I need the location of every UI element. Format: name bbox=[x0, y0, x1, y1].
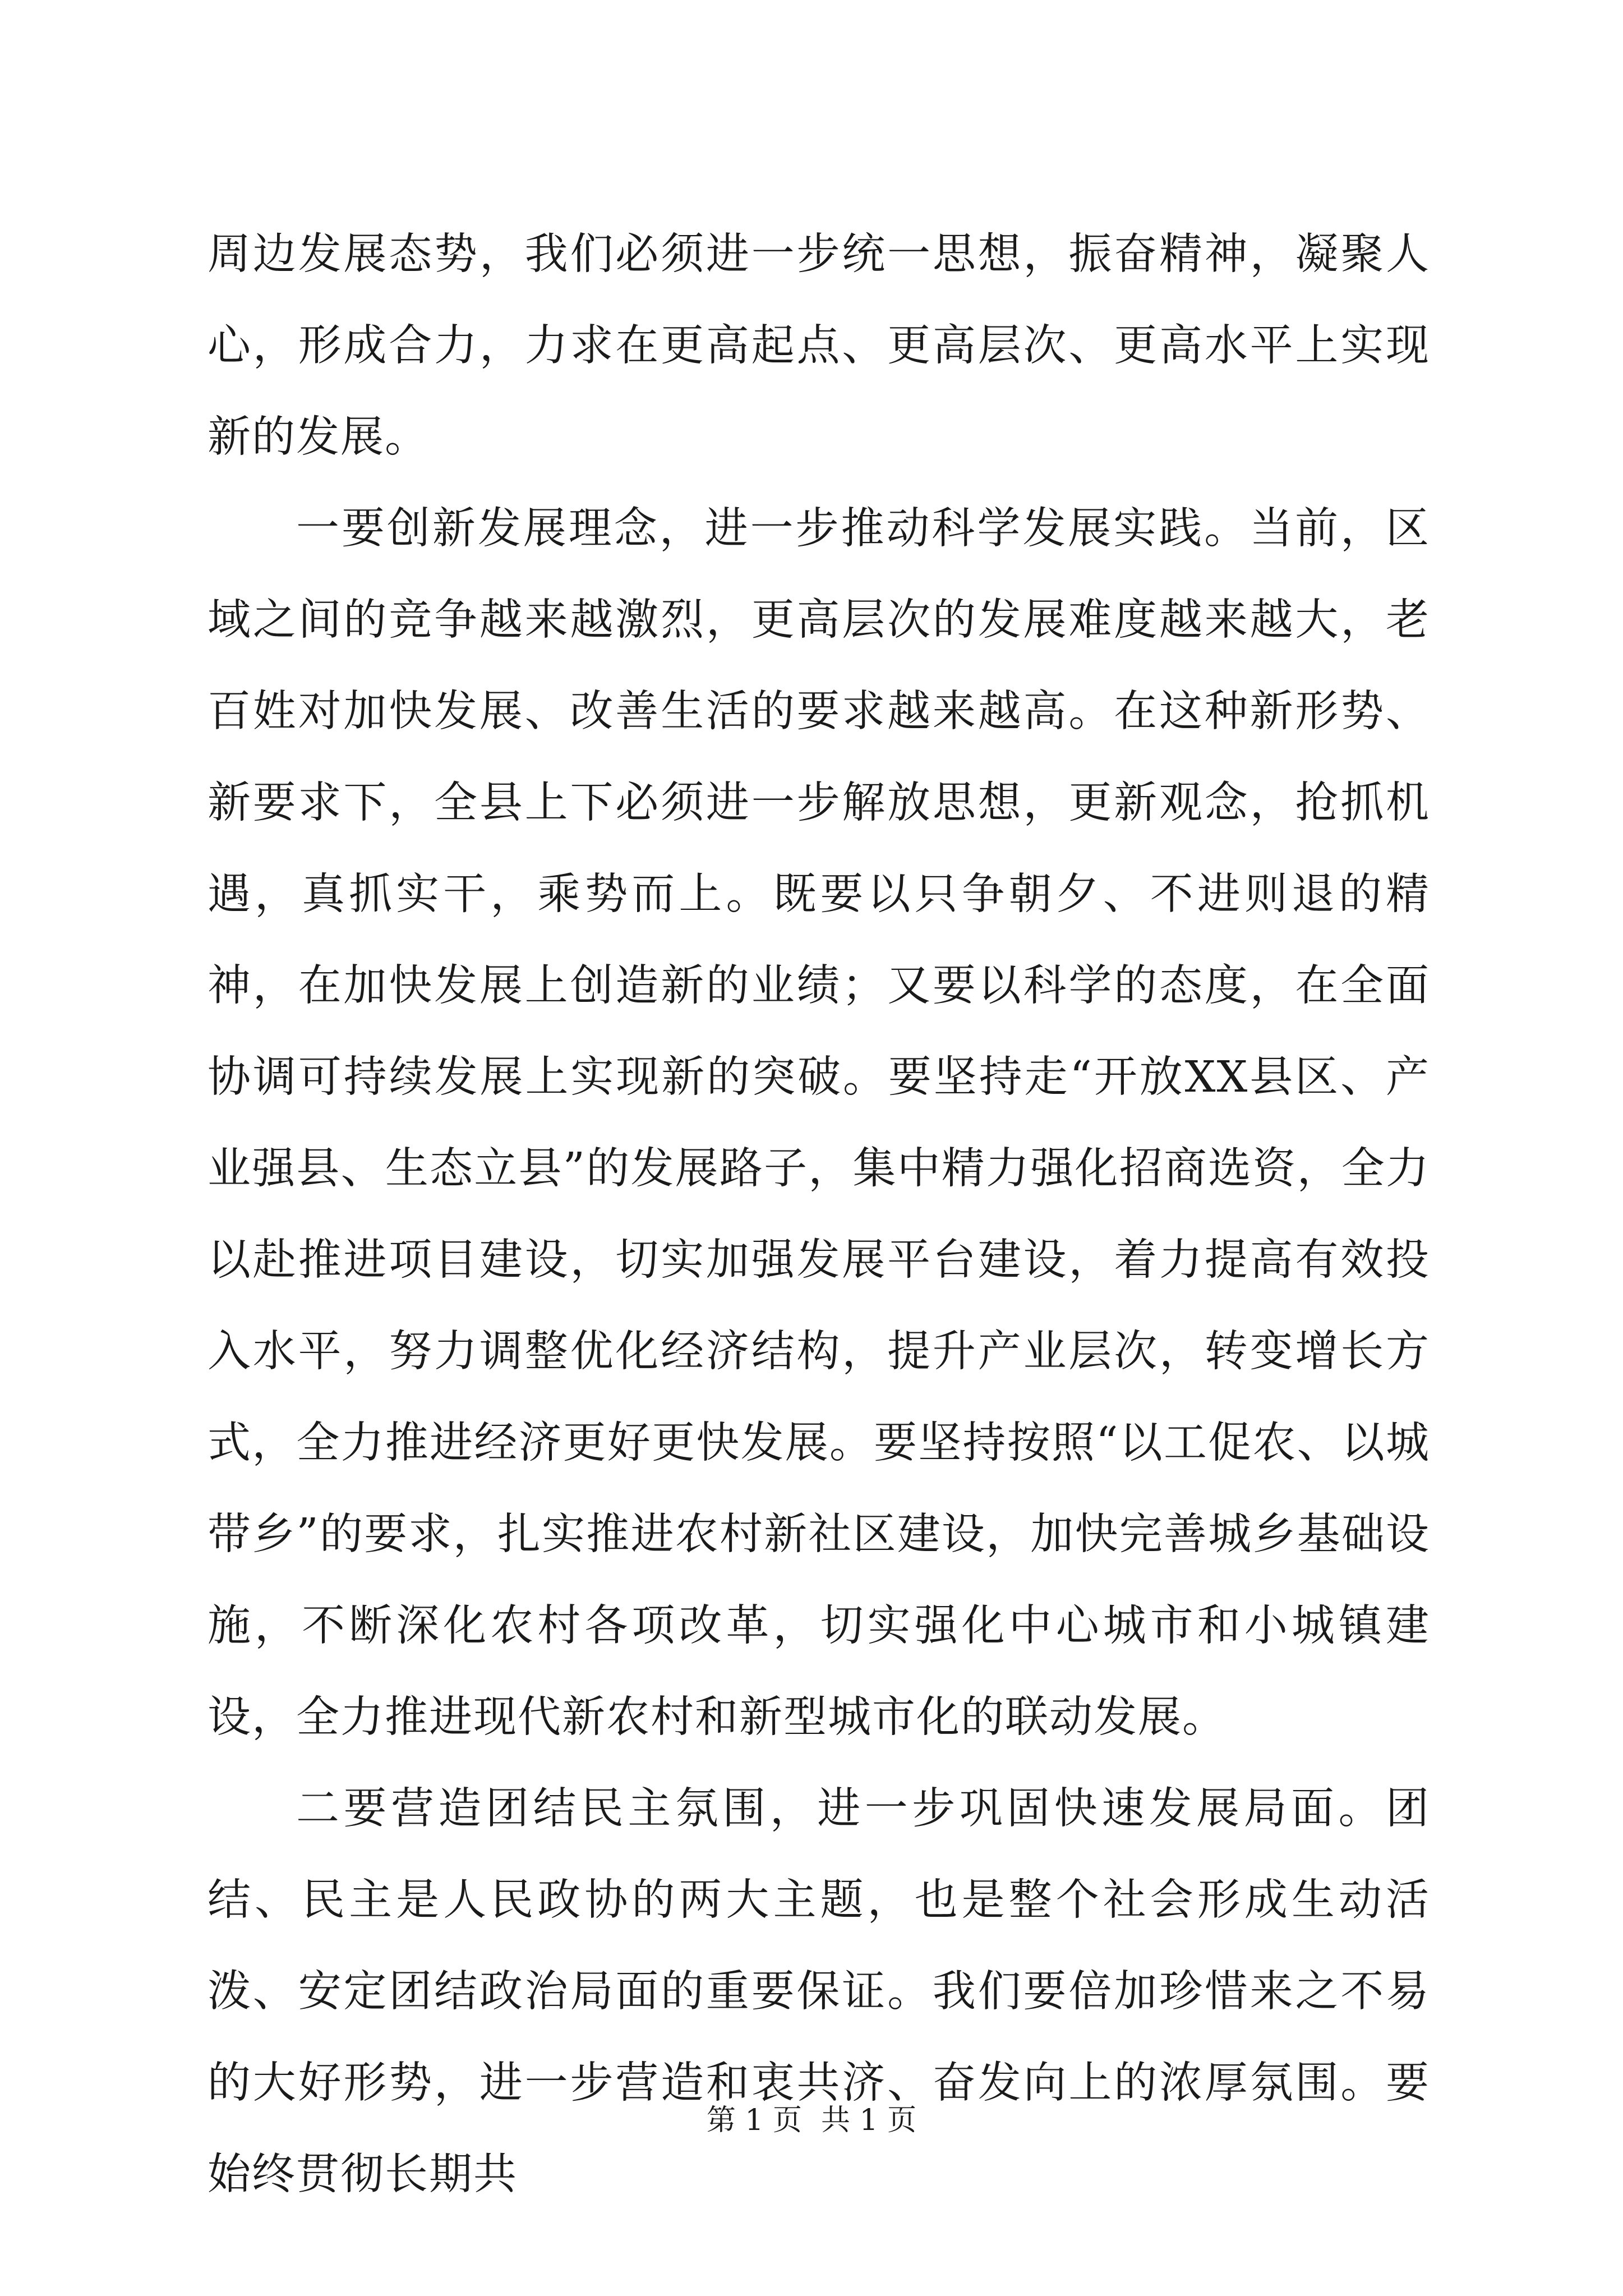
paragraph-2: 一要创新发展理念，进一步推动科学发展实践。当前，区域之间的竞争越来越激烈，更高层次的发展难度越来越大，老百姓对加快发展、改善生活的要求越来越高。在这种新形势、新要求下，全县上下必须进一步解放思想，更新观念，抢抓机遇，真抓实干，乘势而上。既要以只争朝夕、不进则退的精神，在加快发展上创造新的业绩；又要以科学的态度，在全面协调可持续发展上实现新的突破。要坚持走“开放XX县区、产业强县、生态立县”的发展路子，集中精力强化招商选资，全力以赴推进项目建设，切实加强发展平台建设，着力提高有效投入水平，努力调整优化经济结构，提升产业层次，转变增长方式，全力推进经济更好更快发展。要坚持按照“以工促农、以城带乡”的要求，扎实推进农村新社区建设，加快完善城乡基础设施，不断深化农村各项改革，切实强化中心城市和小城镇建设，全力推进现代新农村和新型城市化的联动发展。 bbox=[208, 504, 1430, 1742]
page-footer bbox=[0, 2101, 1623, 2140]
paragraph-3: 二要营造团结民主氛围，进一步巩固快速发展局面。团结、民主是人民政协的两大主题，也是整个社会形成生动活泼、安定团结政治局面的重要保证。我们要倍加珍惜来之不易的大好形势，进一步营造和衷共济、奋发向上的浓厚氛围。要始终贯彻长期共 bbox=[208, 1784, 1430, 2200]
total-pages: 共 1 页 bbox=[821, 2104, 917, 2137]
page-number: 第 1 页 bbox=[706, 2104, 802, 2137]
document-body bbox=[208, 209, 1430, 2220]
paragraph-1: 周边发展态势，我们必须进一步统一思想，振奋精神，凝聚人心，形成合力，力求在更高起点、更高层次、更高水平上实现新的发展。 bbox=[208, 229, 1430, 462]
